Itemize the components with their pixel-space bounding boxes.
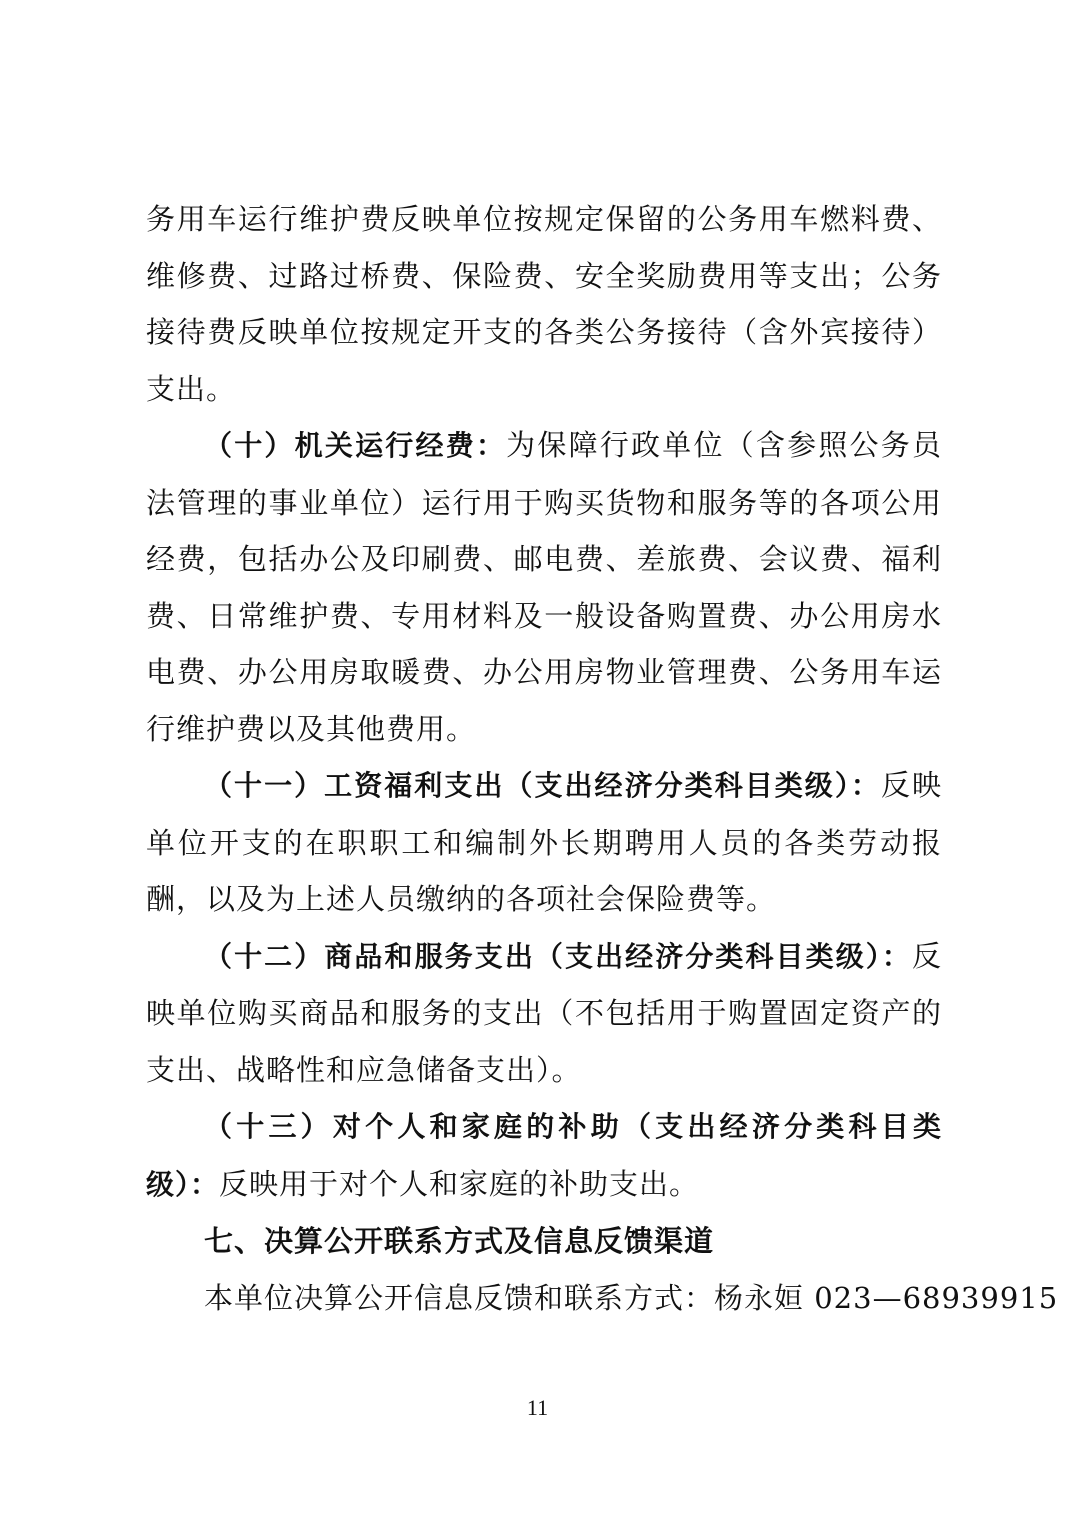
paragraph-lead: （十三）对个人和家庭的补助（支出经济分类科目类级）： [146,1110,942,1201]
document-body [146,191,1059,1326]
section-heading: 七、决算公开联系方式及信息反馈渠道 [204,1224,715,1258]
paragraph-household-subsidies [146,1098,942,1213]
paragraph-text: 反映单位开支的在职职工和编制外长期聘用人员的各类劳动报酬，以及为上述人员缴纳的各项社会保险费等。 [146,768,942,916]
paragraph-lead: （十二）商品和服务支出（支出经济分类科目类级）： [204,939,912,973]
paragraph-text: 务用车运行维护费反映单位按规定保留的公务用车燃料费、维修费、过路过桥费、保险费、安全奖励费用等支出；公务接待费反映单位按规定开支的各类公务接待（含外宾接待）支出。 [146,202,942,406]
contact-info: 本单位决算公开信息反馈和联系方式：杨永姮 023—68939915 [204,1280,1059,1315]
paragraph-lead: （十）机关运行经费： [204,429,507,462]
paragraph-agency-operating-expenses [146,417,942,757]
page-number: 11 [526,1395,549,1420]
paragraph-text: 反映用于对个人和家庭的补助支出。 [219,1166,700,1201]
paragraph-goods-services-expenditure [146,928,942,1099]
paragraph-text: 反映单位购买商品和服务的支出（不包括用于购置固定资产的支出、战略性和应急储备支出）。 [146,938,942,1087]
paragraph-lead: （十一）工资福利支出（支出经济分类科目类级）： [204,769,881,802]
paragraph-vehicle-and-reception-costs [146,191,942,417]
paragraph-wage-welfare-expenditure [146,757,942,928]
paragraph-text: 为保障行政单位（含参照公务员法管理的事业单位）运行用于购买货物和服务等的各项公用经费，包括办公及印刷费、邮电费、差旅费、会议费、福利费、日常维护费、专用材料及一般设备购置费、办公用房水电费、办公用房取暖费、办公用房物业管理费、公务用车运行维护费以及其他费用。 [146,428,942,746]
